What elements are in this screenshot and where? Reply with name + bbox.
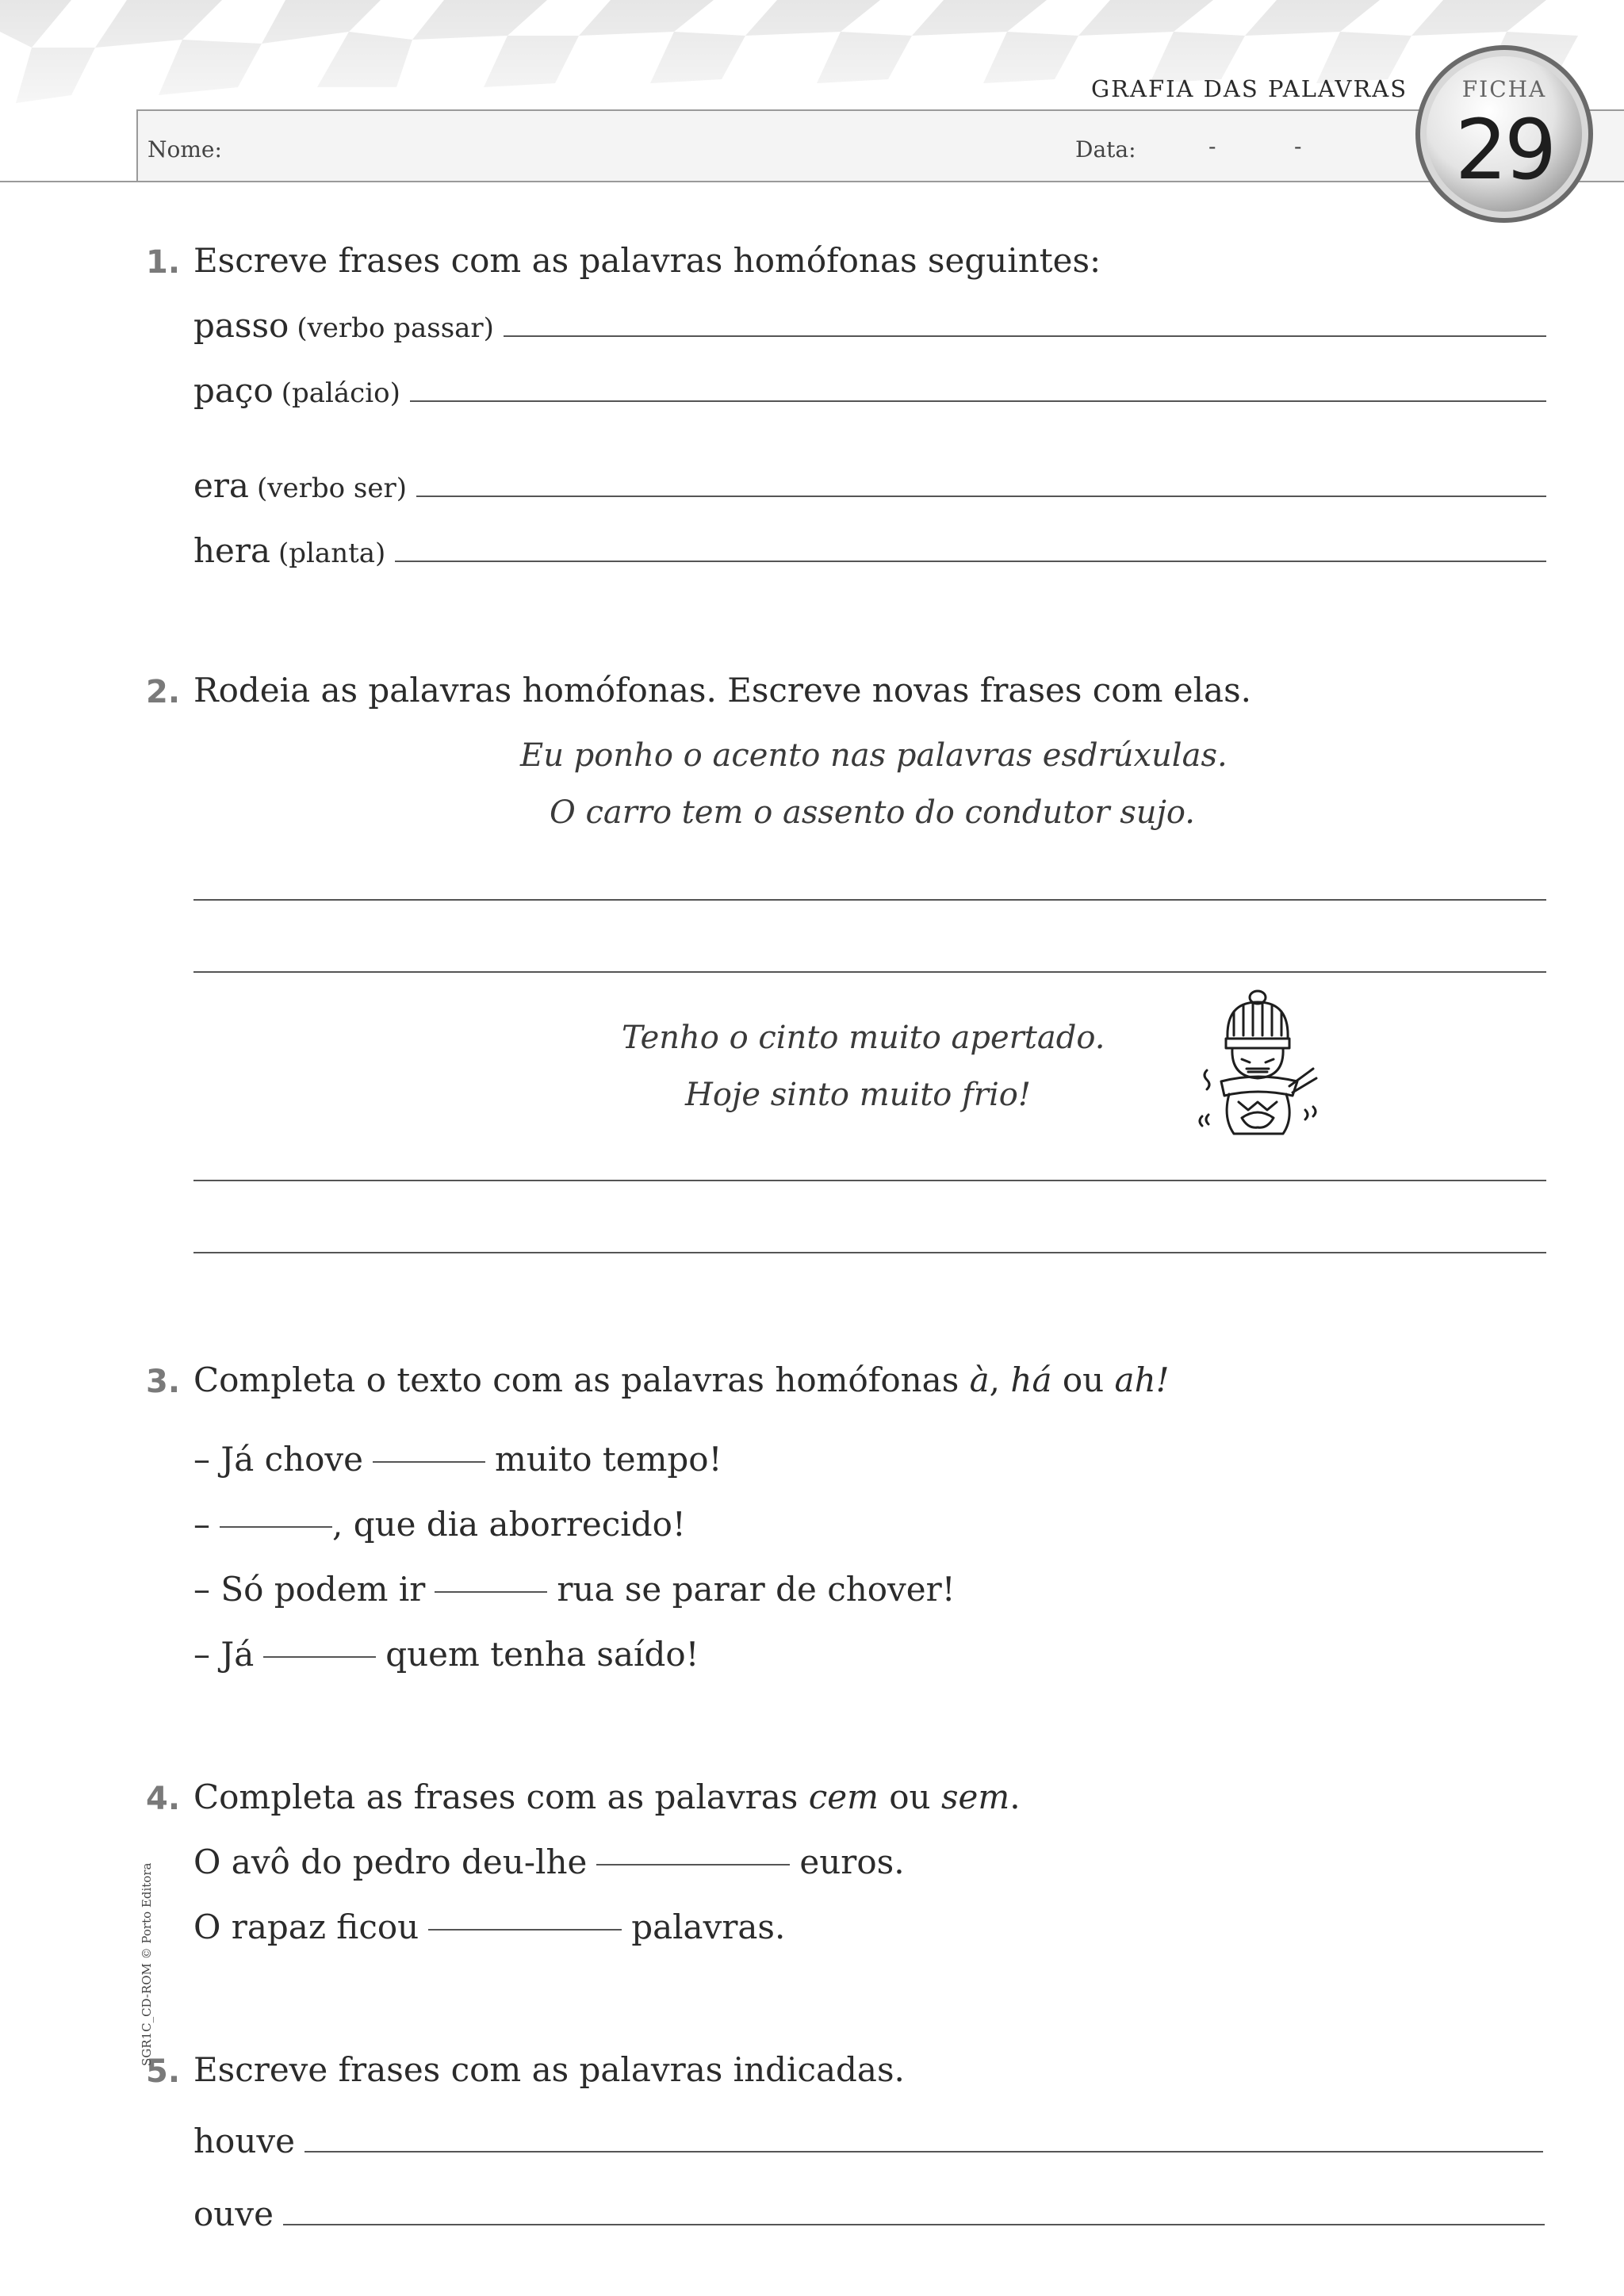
q2-sentence[interactable]: Eu ponho o acento nas palavras esdrúxulas. — [520, 737, 1228, 774]
question-4-number: 4. — [146, 1781, 181, 1817]
publisher-credit: SGR1C_CD-ROM © Porto Editora — [140, 1862, 154, 2066]
q4-line-start: O rapaz ficou — [193, 1908, 419, 1946]
question-2-instruction: Rodeia as palavras homófonas. Escreve novas frases com elas. — [193, 671, 1251, 710]
q4-period: . — [1009, 1777, 1021, 1816]
q4-option-b: sem — [940, 1777, 1010, 1816]
q1-hint: (planta) — [278, 538, 386, 569]
cold-child-illustration — [1194, 983, 1321, 1142]
q4-instruction-text: Completa as frases com as palavras — [193, 1777, 809, 1816]
q5-word: ouve — [193, 2195, 274, 2233]
q3-blank[interactable] — [220, 1526, 332, 1528]
question-5-instruction: Escreve frases com as palavras indicadas. — [193, 2050, 905, 2089]
q4-blank[interactable] — [596, 1864, 790, 1866]
q4-line — [193, 1843, 905, 1881]
q3-line-start: – Já chove — [193, 1440, 364, 1479]
q3-line-start: – Só podem ir — [193, 1570, 426, 1609]
ficha-label: FICHA — [1461, 76, 1547, 102]
question-4-instruction — [193, 1777, 1021, 1816]
question-2-number: 2. — [146, 674, 181, 710]
q4-line-end: palavras. — [631, 1908, 786, 1946]
q1-word: paço — [193, 371, 274, 410]
q1-word: era — [193, 466, 249, 505]
name-label: Nome: — [147, 136, 222, 163]
q1-answer-line[interactable] — [416, 496, 1546, 497]
q5-answer-line[interactable] — [304, 2151, 1543, 2152]
name-date-bar — [136, 109, 1624, 182]
q4-line-start: O avô do pedro deu-lhe — [193, 1843, 588, 1881]
q1-answer-row — [193, 466, 1546, 505]
q1-answer-line[interactable] — [504, 335, 1546, 337]
q4-blank[interactable] — [428, 1929, 622, 1931]
question-3-number: 3. — [146, 1364, 181, 1400]
date-separator: - — [1294, 133, 1302, 159]
question-1-instruction: Escreve frases com as palavras homófonas seguintes: — [193, 241, 1101, 280]
q4-line-end: euros. — [799, 1843, 905, 1881]
q2-answer-line[interactable] — [193, 1180, 1546, 1181]
date-separator: - — [1208, 133, 1216, 159]
q5-word: houve — [193, 2122, 295, 2160]
q2-answer-line[interactable] — [193, 1252, 1546, 1253]
q2-answer-line[interactable] — [193, 971, 1546, 973]
header-divider — [0, 181, 1624, 182]
q1-hint: (palácio) — [281, 377, 400, 409]
q1-answer-line[interactable] — [410, 400, 1546, 402]
q3-line — [193, 1440, 722, 1479]
q4-or: ou — [889, 1777, 931, 1816]
q3-blank[interactable] — [373, 1461, 485, 1463]
q3-blank[interactable] — [263, 1656, 376, 1658]
q1-answer-row — [193, 371, 1546, 410]
q3-option-a: à — [969, 1360, 990, 1399]
q1-hint: (verbo ser) — [256, 473, 407, 504]
question-5-number: 5. — [146, 2053, 181, 2090]
q3-line-end: rua se parar de chover! — [557, 1570, 956, 1609]
q5-answer-line[interactable] — [283, 2224, 1545, 2225]
q2-sentence[interactable]: Hoje sinto muito frio! — [685, 1077, 1031, 1113]
q3-line-start: – Já — [193, 1635, 255, 1674]
q1-answer-row — [193, 531, 1546, 570]
q3-line — [193, 1505, 686, 1544]
q3-or: ou — [1062, 1360, 1105, 1399]
question-3-instruction — [193, 1360, 1170, 1399]
q3-option-c: ah! — [1114, 1360, 1170, 1399]
q3-line-end: , que dia aborrecido! — [332, 1505, 686, 1544]
q1-hint: (verbo passar) — [297, 312, 494, 344]
ficha-number: 29 — [1454, 101, 1554, 198]
q1-word: passo — [193, 306, 289, 345]
section-title: GRAFIA DAS PALAVRAS — [1091, 75, 1408, 102]
q1-answer-row — [193, 306, 1546, 345]
q3-line — [193, 1635, 699, 1674]
q3-line-start: – — [193, 1505, 210, 1544]
q3-line — [193, 1570, 956, 1609]
date-label: Data: — [1075, 136, 1136, 163]
q3-option-b: há — [1010, 1360, 1052, 1399]
q1-answer-line[interactable] — [395, 561, 1546, 562]
q1-word: hera — [193, 531, 271, 570]
q2-sentence[interactable]: O carro tem o assento do condutor sujo. — [550, 794, 1195, 831]
q3-blank[interactable] — [435, 1591, 547, 1593]
q2-answer-line[interactable] — [193, 899, 1546, 901]
q4-option-a: cem — [808, 1777, 879, 1816]
q3-instruction-text: Completa o texto com as palavras homófonas — [193, 1360, 970, 1399]
q3-line-end: quem tenha saído! — [385, 1635, 699, 1674]
q5-answer-row — [193, 2122, 1543, 2160]
question-1-number: 1. — [146, 244, 181, 281]
q2-sentence[interactable]: Tenho o cinto muito apertado. — [622, 1020, 1105, 1056]
q3-comma: , — [989, 1360, 1001, 1399]
q5-answer-row — [193, 2195, 1545, 2233]
q3-line-end: muito tempo! — [495, 1440, 722, 1479]
q4-line — [193, 1908, 785, 1946]
